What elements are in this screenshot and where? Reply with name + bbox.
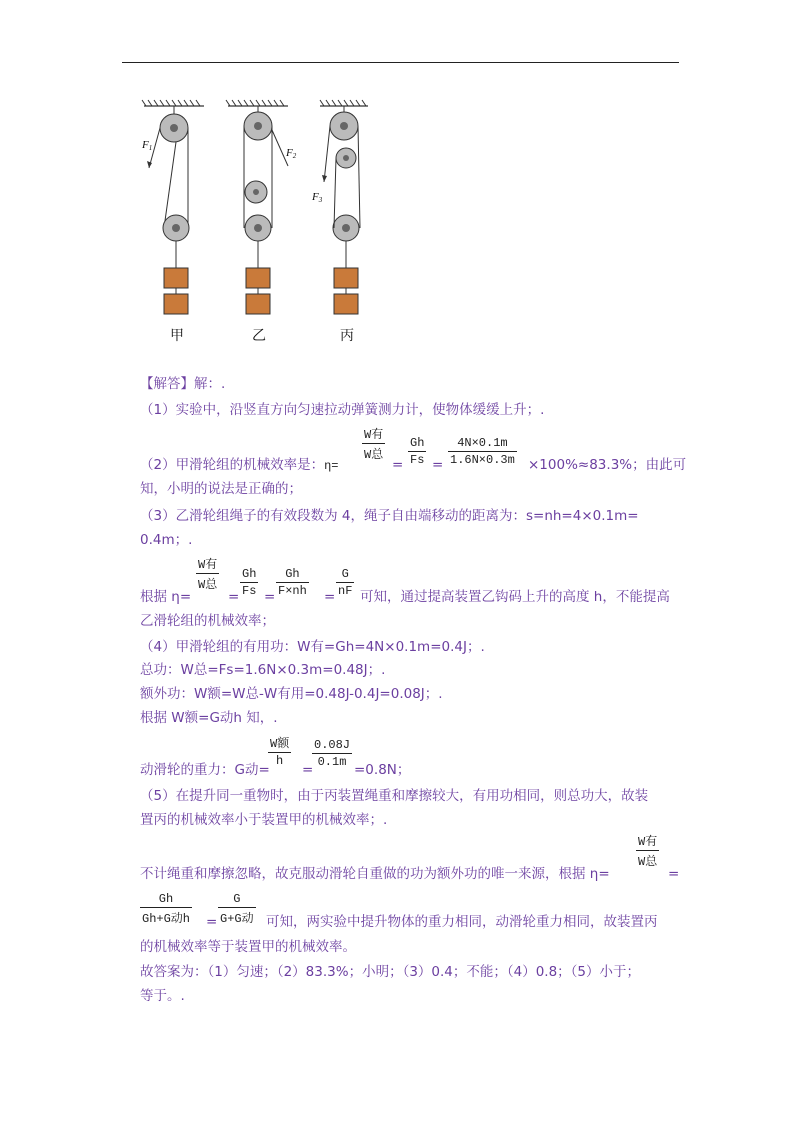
answer-line-3a: （3）乙滑轮组绳子的有效段数为 4，绳子自由端移动的距离为：s=nh=4×0.1m= [140,508,639,524]
answer-line-2-eq2: = [432,457,444,473]
answer-line-4-eq3: = [324,589,336,605]
fraction-9-1: W额 h [270,737,290,768]
pulley-figure [140,96,400,346]
answer-line-10: （5）在提升同一重物时，由于丙装置绳重和摩擦较大，有用功相同，则总功大，故装 [140,788,649,804]
fraction-12: W有 W总 [638,835,658,869]
answer-line-4-eq1: = [228,589,240,605]
answer-header: 【解答】解：. [140,376,226,392]
fraction-4-3: Gh F×nh [278,567,307,598]
fraction-w-eff: W有 W总 [364,428,384,462]
pulley-system-bing [322,106,360,314]
answer-line-4-eq2: = [264,589,276,605]
answer-line-7: 额外功：W额=W总-W有用=0.48J-0.4J=0.08J；. [140,686,443,702]
header-rule [122,62,679,63]
force-label-f1: F1 [142,139,153,152]
fraction-4-1: W有 W总 [198,558,218,592]
force-label-f2: F2 [286,147,297,160]
fraction-9-2: 0.08J 0.1m [314,738,351,769]
answer-line-4c: 乙滑轮组的机械效率； [140,613,275,629]
figure-label-bing: 丙 [340,328,354,344]
answer-line-14: 的机械效率等于装置甲的机械效率。 [140,939,356,955]
answer-line-2a: （2）甲滑轮组的机械效率是：η= [140,457,339,473]
fraction-13-1: Gh Gh+G动h [142,892,191,926]
figure-label-yi: 乙 [252,328,266,344]
pulley-system-jia [147,106,189,314]
answer-line-9-eq: = [302,762,314,778]
answer-line-3b: 0.4m；. [140,532,193,548]
answer-line-13b: 可知，两实验中提升物体的重力相同，动滑轮重力相同，故装置丙 [266,914,658,930]
answer-line-6: 总功：W总=Fs=1.6N×0.3m=0.48J；. [140,662,386,678]
answer-line-2-eq: = [392,457,404,473]
answer-line-12a: 不计绳重和摩擦忽略，故克服动滑轮自重做的功为额外功的唯一来源，根据 η= [140,866,610,882]
answer-line-4a: 根据 η= [140,589,192,605]
answer-line-8: 根据 W额=G动h 知，. [140,710,278,726]
pulley-system-yi [244,106,288,314]
answer-line-12-eq: = [668,866,680,882]
figure-label-jia: 甲 [170,328,184,344]
answer-line-1: （1）实验中，沿竖直方向匀速拉动弹簧测力计，使物体缓缓上升；. [140,402,545,418]
answer-line-5: （4）甲滑轮组的有用功：W有=Gh=4N×0.1m=0.4J；. [140,639,485,655]
answer-line-9a: 动滑轮的重力：G动= [140,762,270,778]
answer-line-4b: 可知，通过提高装置乙钩码上升的高度 h，不能提高 [360,589,670,605]
final-answer-line: 故答案为：（1）匀速；（2）83.3%；小明；（3）0.4；不能；（4）0.8；（5）小于； [140,964,641,980]
force-label-f3: F3 [312,191,323,204]
fraction-4-4: G nF [338,567,353,598]
answer-line-11: 置丙的机械效率小于装置甲的机械效率；. [140,812,388,828]
fraction-4-2: Gh Fs [242,567,257,598]
fraction-gh-fs: Gh Fs [410,436,425,467]
answer-line-2c: 知，小明的说法是正确的； [140,481,302,497]
answer-line-9b: =0.8N； [354,762,411,778]
fraction-values: 4N×0.1m 1.6N×0.3m [450,436,515,467]
answer-line-13-eq: = [206,914,218,930]
fraction-13-2: G G+G动 [220,892,254,926]
final-answer-line-2: 等于。. [140,988,185,1004]
answer-line-2b: ×100%≈83.3%；由此可 [528,457,687,473]
